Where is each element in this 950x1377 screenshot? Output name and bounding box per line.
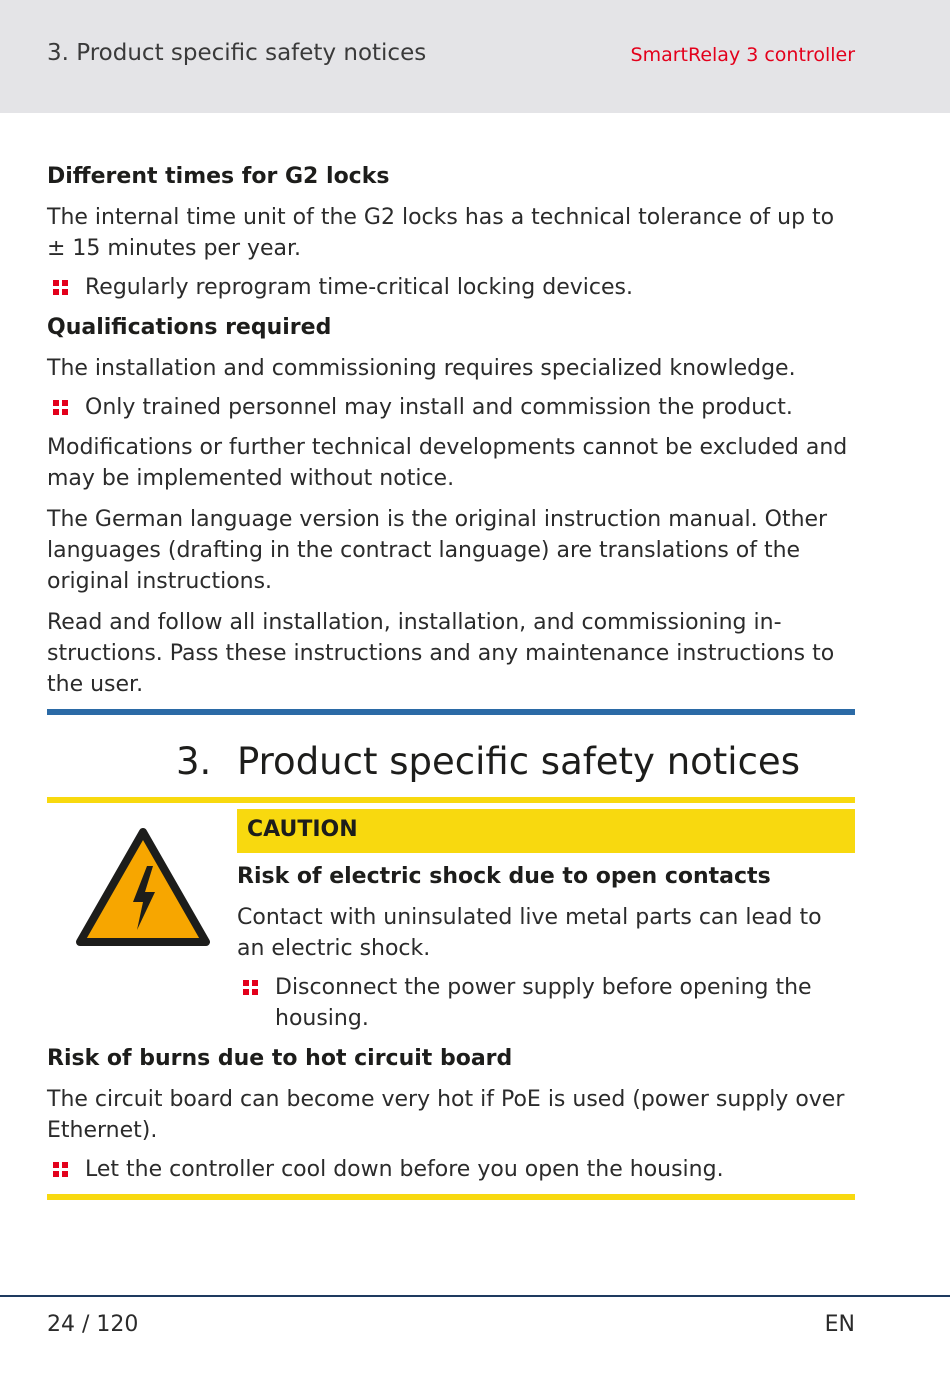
burns-text: The circuit board can become very hot if PoE is used (power supply over Ethernet). [47, 1087, 845, 1143]
section-number: 3. [176, 740, 212, 783]
electric-shock-block [237, 863, 855, 1034]
g2-heading: Different times for G2 locks [47, 164, 390, 189]
section-title [176, 740, 800, 783]
g2-bullet [47, 272, 855, 303]
read-paragraph: Read and follow all installation, installation, and commissioning in-structions. Pass these instructions and any maintenance instructions to the user. [47, 610, 835, 697]
action-bullet-icon [53, 1162, 69, 1178]
g2-text: The internal time unit of the G2 locks has a technical tolerance of up to ± 15 minutes per year. [47, 205, 835, 261]
electric-shock-heading: Risk of electric shock due to open contacts [237, 864, 771, 889]
g2-bullet-text: Regularly reprogram time-critical locking devices. [85, 275, 633, 300]
g2-block [47, 163, 855, 303]
footer-divider [0, 1295, 950, 1297]
action-bullet-icon [53, 400, 69, 416]
caution-top-rule [47, 797, 855, 803]
qualifications-text: The installation and commissioning requires specialized knowledge. [47, 356, 796, 381]
burns-block [47, 1045, 855, 1185]
burns-heading: Risk of burns due to hot circuit board [47, 1046, 513, 1071]
action-bullet-icon [53, 280, 69, 296]
caution-label: CAUTION [247, 817, 358, 842]
section-divider [47, 709, 855, 715]
electric-shock-bullet-text: Disconnect the power supply before opening the housing. [275, 975, 812, 1031]
qualifications-bullet-text: Only trained personnel may install and commission the product. [85, 395, 793, 420]
header-section-title: 3. Product specific safety notices [47, 40, 427, 66]
language-paragraph: The German language version is the original instruction manual. Other languages (drafting in the contract language) are translations of the original instructions. [47, 507, 828, 594]
electric-shock-bullet [237, 972, 855, 1034]
general-paragraphs [47, 432, 855, 700]
electric-shock-warning-icon [75, 826, 211, 948]
header-product-name: SmartRelay 3 controller [630, 44, 855, 66]
burns-bullet-text: Let the controller cool down before you open the housing. [85, 1157, 724, 1182]
section-title-text: Product specific safety notices [237, 740, 800, 783]
caution-bar [237, 809, 855, 853]
burns-bullet [47, 1154, 855, 1185]
qualifications-heading: Qualifications required [47, 315, 332, 340]
qualifications-bullet [47, 392, 855, 423]
modifications-paragraph: Modifications or further technical developments cannot be excluded and may be implemented without notice. [47, 435, 848, 491]
page-number: 24 / 120 [47, 1312, 139, 1337]
qualifications-block [47, 314, 855, 423]
electric-shock-text: Contact with uninsulated live metal parts can lead to an electric shock. [237, 905, 822, 961]
action-bullet-icon [243, 980, 259, 996]
language-code: EN [824, 1312, 855, 1337]
caution-bottom-rule [47, 1194, 855, 1200]
page-header [0, 0, 950, 113]
